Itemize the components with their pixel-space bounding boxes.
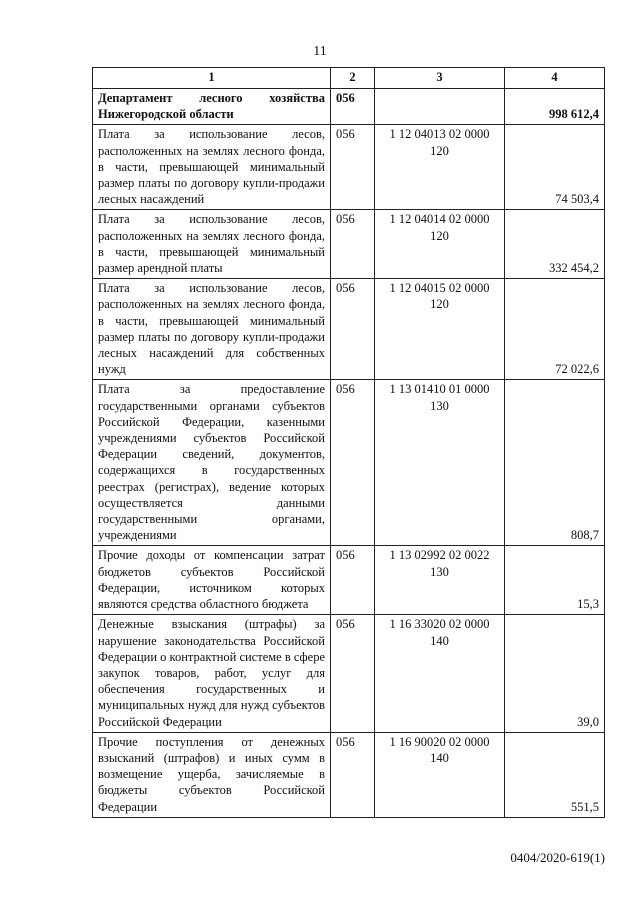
- admin-code: 056: [331, 380, 375, 546]
- revenue-amount: 332 454,2: [505, 210, 605, 279]
- table-row: [93, 279, 605, 380]
- department-code: 056: [331, 89, 375, 125]
- revenue-table: [92, 67, 605, 818]
- budget-classification-code: 1 16 90020 02 0000 140: [375, 732, 505, 817]
- column-header: 4: [505, 68, 605, 89]
- admin-code: 056: [331, 279, 375, 380]
- table-row: [93, 615, 605, 732]
- revenue-amount: 15,3: [505, 546, 605, 615]
- revenue-name: Плата за использование лесов, расположенных на землях лесного фонда, в части, превышающей минимальный размер платы по договору купли-продажи лесных насаждений для собственных нужд: [93, 279, 331, 380]
- admin-code: 056: [331, 615, 375, 732]
- revenue-amount: 74 503,4: [505, 125, 605, 210]
- revenue-name: Плата за использование лесов, расположенных на землях лесного фонда, в части, превышающей минимальный размер платы по договору купли-продажи лесных насаждений: [93, 125, 331, 210]
- admin-code: 056: [331, 210, 375, 279]
- department-name: Департамент лесного хозяйства Нижегородской области: [93, 89, 331, 125]
- admin-code: 056: [331, 732, 375, 817]
- table-row: [93, 546, 605, 615]
- revenue-name: Плата за предоставление государственными органами субъектов Российской Федерации, казенными учреждениями субъектов Российской Федерации сведений, документов, содержащихся в государственных реестрах (регистрах), ведение которых осуществляется данными государственными органами, учреждениями: [93, 380, 331, 546]
- page-number: 11: [313, 44, 327, 59]
- budget-classification-code: 1 13 01410 01 0000 130: [375, 380, 505, 546]
- budget-classification-code: 1 13 02992 02 0022 130: [375, 546, 505, 615]
- admin-code: 056: [331, 125, 375, 210]
- department-amount: 998 612,4: [505, 89, 605, 125]
- table-header-row: [93, 68, 605, 89]
- column-header: 2: [331, 68, 375, 89]
- revenue-amount: 39,0: [505, 615, 605, 732]
- document-number: 0404/2020-619(1): [510, 850, 605, 865]
- revenue-name: Денежные взыскания (штрафы) за нарушение законодательства Российской Федерации о контрактной системе в сфере закупок товаров, работ, услуг для обеспечения государственных и муниципальных нужд для нужд субъектов Российской Федерации: [93, 615, 331, 732]
- table-row: [93, 210, 605, 279]
- revenue-amount: 72 022,6: [505, 279, 605, 380]
- budget-classification-code: 1 12 04013 02 0000 120: [375, 125, 505, 210]
- budget-classification-code: 1 16 33020 02 0000 140: [375, 615, 505, 732]
- admin-code: 056: [331, 546, 375, 615]
- column-header: 1: [93, 68, 331, 89]
- revenue-amount: 808,7: [505, 380, 605, 546]
- revenue-amount: 551,5: [505, 732, 605, 817]
- budget-classification-code: 1 12 04015 02 0000 120: [375, 279, 505, 380]
- revenue-name: Прочие доходы от компенсации затрат бюджетов субъектов Российской Федерации, источником которых являются средства областного бюджета: [93, 546, 331, 615]
- department-kbk: [375, 89, 505, 125]
- department-row: [93, 89, 605, 125]
- revenue-name: Плата за использование лесов, расположенных на землях лесного фонда, в части, превышающей минимальный размер арендной платы: [93, 210, 331, 279]
- column-header: 3: [375, 68, 505, 89]
- table-row: [93, 125, 605, 210]
- table-row: [93, 380, 605, 546]
- table-row: [93, 732, 605, 817]
- budget-classification-code: 1 12 04014 02 0000 120: [375, 210, 505, 279]
- revenue-name: Прочие поступления от денежных взысканий (штрафов) и иных сумм в возмещение ущерба, зачисляемые в бюджеты субъектов Российской Федерации: [93, 732, 331, 817]
